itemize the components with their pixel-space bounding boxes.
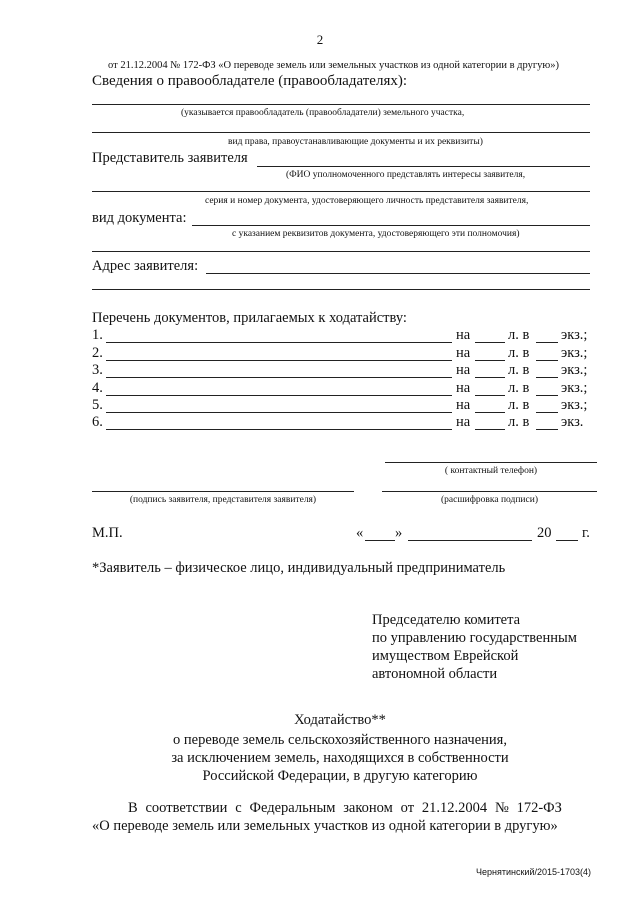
- document-na-label: на: [456, 362, 471, 378]
- date-year-suffix: г.: [582, 525, 590, 541]
- representative-hint-1: (ФИО уполномоченного представлять интересы заявителя,: [286, 170, 526, 180]
- address-label: Адрес заявителя:: [92, 258, 199, 274]
- document-type-label: вид документа:: [92, 210, 187, 226]
- date-close-quote: »: [395, 525, 403, 541]
- document-sheets-line[interactable]: [475, 342, 505, 343]
- date-month-line[interactable]: [408, 540, 532, 541]
- representative-hint-2: серия и номер документа, удостоверяющего личность представителя заявителя,: [205, 196, 529, 206]
- document-sheets-line[interactable]: [475, 360, 505, 361]
- petition-body-line-2: «О переводе земель или земельных участков из одной категории в другую»: [92, 818, 558, 834]
- owner-heading: Сведения о правообладателе (правообладателях):: [92, 73, 407, 89]
- petition-subtitle-line: о переводе земель сельскохозяйственного назначения,: [173, 732, 507, 748]
- petition-subtitle-line: Российской Федерации, в другую категорию: [202, 768, 478, 784]
- date-day-line[interactable]: [365, 540, 395, 541]
- document-row-number: 3.: [92, 362, 103, 378]
- footnote: *Заявитель – физическое лицо, индивидуальный предприниматель: [92, 560, 506, 576]
- document-row: [92, 397, 602, 415]
- owner-line-2[interactable]: [92, 132, 590, 133]
- document-sheets-label: л. в: [508, 380, 530, 396]
- law-reference: от 21.12.2004 № 172-ФЗ «О переводе земель или земельных участков из одной категории в другую»): [108, 60, 559, 71]
- addressee-line: автономной области: [372, 666, 498, 682]
- representative-label: Представитель заявителя: [92, 150, 248, 166]
- signature-line[interactable]: [92, 491, 354, 492]
- document-row: [92, 414, 602, 432]
- addressee-block: [372, 611, 577, 683]
- signature-decode-line[interactable]: [382, 491, 597, 492]
- petition-body-line-1: В соответствии с Федеральным законом от 21.12.2004 № 172-ФЗ: [128, 800, 562, 816]
- petition-subtitle: [0, 731, 640, 785]
- document-sheets-label: л. в: [508, 327, 530, 343]
- representative-name-line[interactable]: [257, 166, 590, 167]
- date-open-quote: «: [356, 525, 364, 541]
- stamp-place-label: М.П.: [92, 525, 123, 541]
- owner-line-1[interactable]: [92, 104, 590, 105]
- document-na-label: на: [456, 380, 471, 396]
- document-row: [92, 362, 602, 380]
- addressee-line: Председателю комитета: [372, 612, 521, 628]
- document-copies-label: экз.;: [561, 380, 588, 396]
- address-line-2[interactable]: [92, 289, 590, 290]
- representative-line-4[interactable]: [92, 251, 590, 252]
- owner-hint-1: (указывается правообладатель (правообладатели) земельного участка,: [181, 108, 465, 118]
- document-name-line[interactable]: [106, 395, 452, 396]
- document-row: [92, 345, 602, 363]
- address-line-1[interactable]: [206, 273, 590, 274]
- document-sheets-label: л. в: [508, 414, 530, 430]
- document-sheets-line[interactable]: [475, 377, 505, 378]
- document-copies-label: экз.;: [561, 327, 588, 343]
- document-copies-label: экз.;: [561, 362, 588, 378]
- document-row: [92, 380, 602, 398]
- date-year-prefix: 20: [537, 525, 552, 541]
- document-name-line[interactable]: [106, 377, 452, 378]
- petition-subtitle-line: за исключением земель, находящихся в собственности: [171, 750, 509, 766]
- document-copies-label: экз.;: [561, 345, 588, 361]
- document-copies-line[interactable]: [536, 360, 558, 361]
- document-name-line[interactable]: [106, 412, 452, 413]
- phone-line[interactable]: [385, 462, 597, 463]
- date-year-line[interactable]: [556, 540, 578, 541]
- document-sheets-line[interactable]: [475, 412, 505, 413]
- document-row-number: 2.: [92, 345, 103, 361]
- document-row: [92, 327, 602, 345]
- document-na-label: на: [456, 345, 471, 361]
- representative-hint-3: с указанием реквизитов документа, удостоверяющего эти полномочия): [232, 229, 520, 239]
- owner-hint-2: вид права, правоустанавливающие документы и их реквизиты): [228, 137, 483, 147]
- document-sheets-line[interactable]: [475, 429, 505, 430]
- documents-heading: Перечень документов, прилагаемых к ходатайству:: [92, 310, 407, 326]
- document-copies-line[interactable]: [536, 429, 558, 430]
- document-type-line[interactable]: [192, 225, 590, 226]
- document-name-line[interactable]: [106, 360, 452, 361]
- document-copies-label: экз.: [561, 414, 584, 430]
- page-number: 2: [316, 32, 324, 47]
- document-sheets-label: л. в: [508, 345, 530, 361]
- document-row-number: 1.: [92, 327, 103, 343]
- representative-line-2[interactable]: [92, 191, 590, 192]
- document-sheets-line[interactable]: [475, 395, 505, 396]
- document-row-number: 6.: [92, 414, 103, 430]
- document-copies-line[interactable]: [536, 377, 558, 378]
- document-na-label: на: [456, 397, 471, 413]
- document-copies-line[interactable]: [536, 342, 558, 343]
- document-name-line[interactable]: [106, 429, 452, 430]
- document-na-label: на: [456, 414, 471, 430]
- document-name-line[interactable]: [106, 342, 452, 343]
- phone-hint: ( контактный телефон): [444, 466, 538, 476]
- document-sheets-label: л. в: [508, 397, 530, 413]
- document-na-label: на: [456, 327, 471, 343]
- document-row-number: 5.: [92, 397, 103, 413]
- document-copies-label: экз.;: [561, 397, 588, 413]
- addressee-line: имуществом Еврейской: [372, 648, 519, 664]
- signature-decode-hint: (расшифровка подписи): [441, 495, 538, 505]
- addressee-line: по управлению государственным: [372, 630, 577, 646]
- document-copies-line[interactable]: [536, 412, 558, 413]
- document-row-number: 4.: [92, 380, 103, 396]
- signature-hint: (подпись заявителя, представителя заявителя): [129, 495, 317, 505]
- document-copies-line[interactable]: [536, 395, 558, 396]
- document-sheets-label: л. в: [508, 362, 530, 378]
- petition-title: Ходатайство**: [294, 712, 386, 728]
- footer-code: Чернятинский/2015-1703(4): [476, 867, 592, 877]
